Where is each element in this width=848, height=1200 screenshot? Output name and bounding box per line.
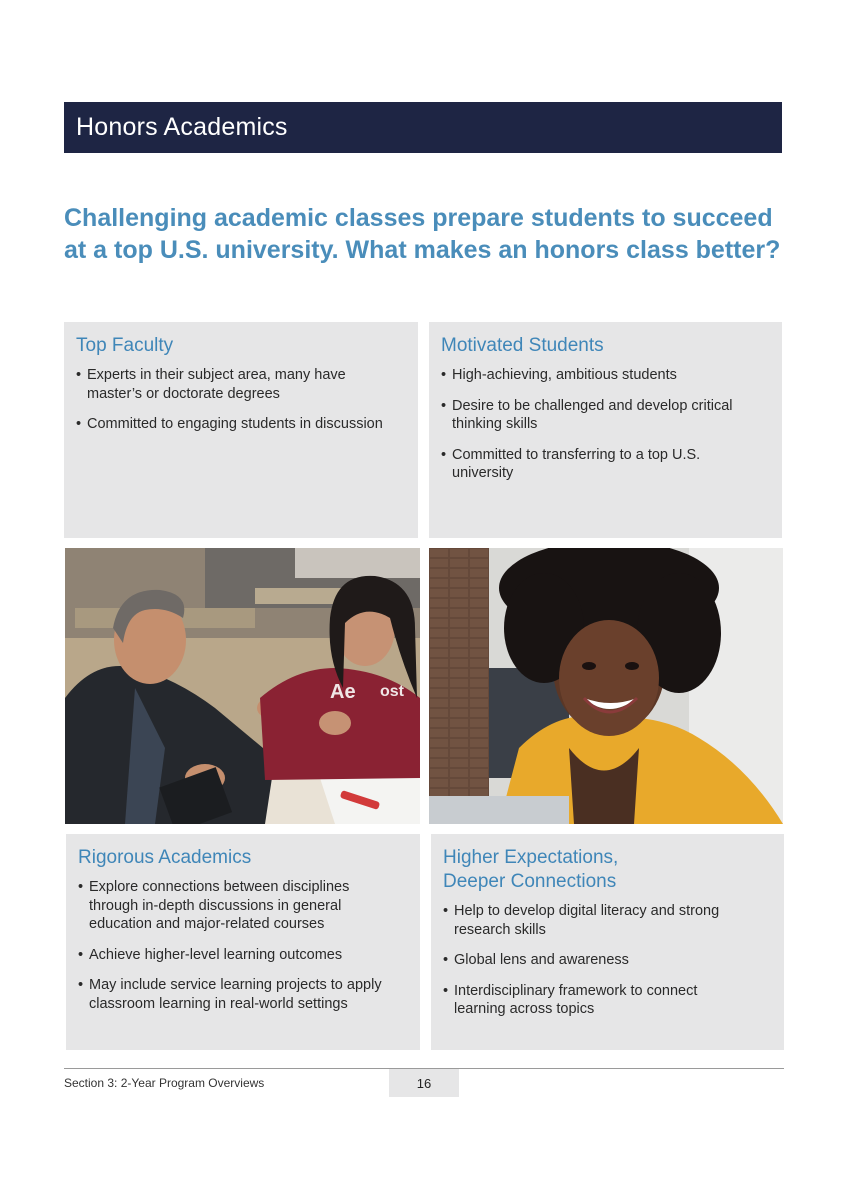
student-photo-illustration bbox=[429, 548, 783, 824]
bullet-icon: • bbox=[76, 367, 82, 383]
list-item: • High-achieving, ambitious students bbox=[441, 367, 677, 383]
classroom-discussion-photo bbox=[65, 548, 420, 824]
bullet-icon: • bbox=[78, 977, 84, 993]
list-item: • Explore connections between disciplines through in-depth discussions in general education and major-related courses bbox=[78, 879, 350, 932]
card-top-faculty bbox=[64, 322, 418, 538]
bullet-list bbox=[76, 366, 406, 434]
footer-section-label: Section 3: 2-Year Program Overviews bbox=[64, 1076, 265, 1090]
card-motivated-students bbox=[429, 322, 782, 538]
list-item: • Interdisciplinary framework to connect learning across topics bbox=[443, 982, 698, 1017]
bullet-icon: • bbox=[441, 367, 447, 383]
bullet-icon: • bbox=[78, 879, 84, 895]
student-portrait-photo bbox=[429, 548, 783, 824]
list-item: • Global lens and awareness bbox=[443, 952, 629, 968]
card-title: Motivated Students bbox=[441, 335, 604, 356]
bullet-list bbox=[443, 902, 772, 1019]
card-title: Top Faculty bbox=[76, 335, 174, 356]
card-rigorous-academics bbox=[66, 834, 420, 1050]
list-item: • Achieve higher-level learning outcomes bbox=[78, 946, 343, 963]
list-item: • May include service learning projects to apply classroom learning in real-world settings bbox=[78, 977, 382, 1012]
card-title: Higher Expectations, Deeper Connections bbox=[443, 847, 619, 892]
list-item: • Committed to transferring to a top U.S. university bbox=[441, 446, 701, 481]
bullet-icon: • bbox=[443, 903, 449, 919]
bullet-icon: • bbox=[441, 446, 447, 463]
card-title: Rigorous Academics bbox=[78, 847, 252, 868]
section-title: Honors Academics bbox=[76, 113, 288, 141]
bullet-list bbox=[78, 878, 408, 1013]
bullet-list bbox=[441, 366, 770, 483]
svg-text:Ae: Ae bbox=[330, 681, 356, 703]
list-item: • Help to develop digital literacy and strong research skills bbox=[443, 903, 720, 938]
list-item: • Experts in their subject area, many have master’s or doctorate degrees bbox=[76, 367, 346, 402]
list-item: • Desire to be challenged and develop critical thinking skills bbox=[441, 397, 733, 432]
section-header bbox=[64, 102, 782, 153]
bullet-icon: • bbox=[443, 982, 449, 999]
bullet-icon: • bbox=[443, 952, 449, 968]
list-item: • Committed to engaging students in discussion bbox=[76, 416, 383, 432]
intro-heading: Challenging academic classes prepare students to succeed at a top U.S. university. What makes an honors class better? bbox=[64, 204, 781, 264]
classroom-photo-illustration bbox=[65, 548, 420, 824]
bullet-icon: • bbox=[78, 946, 84, 963]
bullet-icon: • bbox=[76, 416, 82, 432]
card-higher-expectations bbox=[431, 834, 784, 1050]
bullet-icon: • bbox=[441, 397, 447, 414]
page-number: 16 bbox=[389, 1069, 459, 1097]
svg-text:ost: ost bbox=[380, 683, 404, 700]
